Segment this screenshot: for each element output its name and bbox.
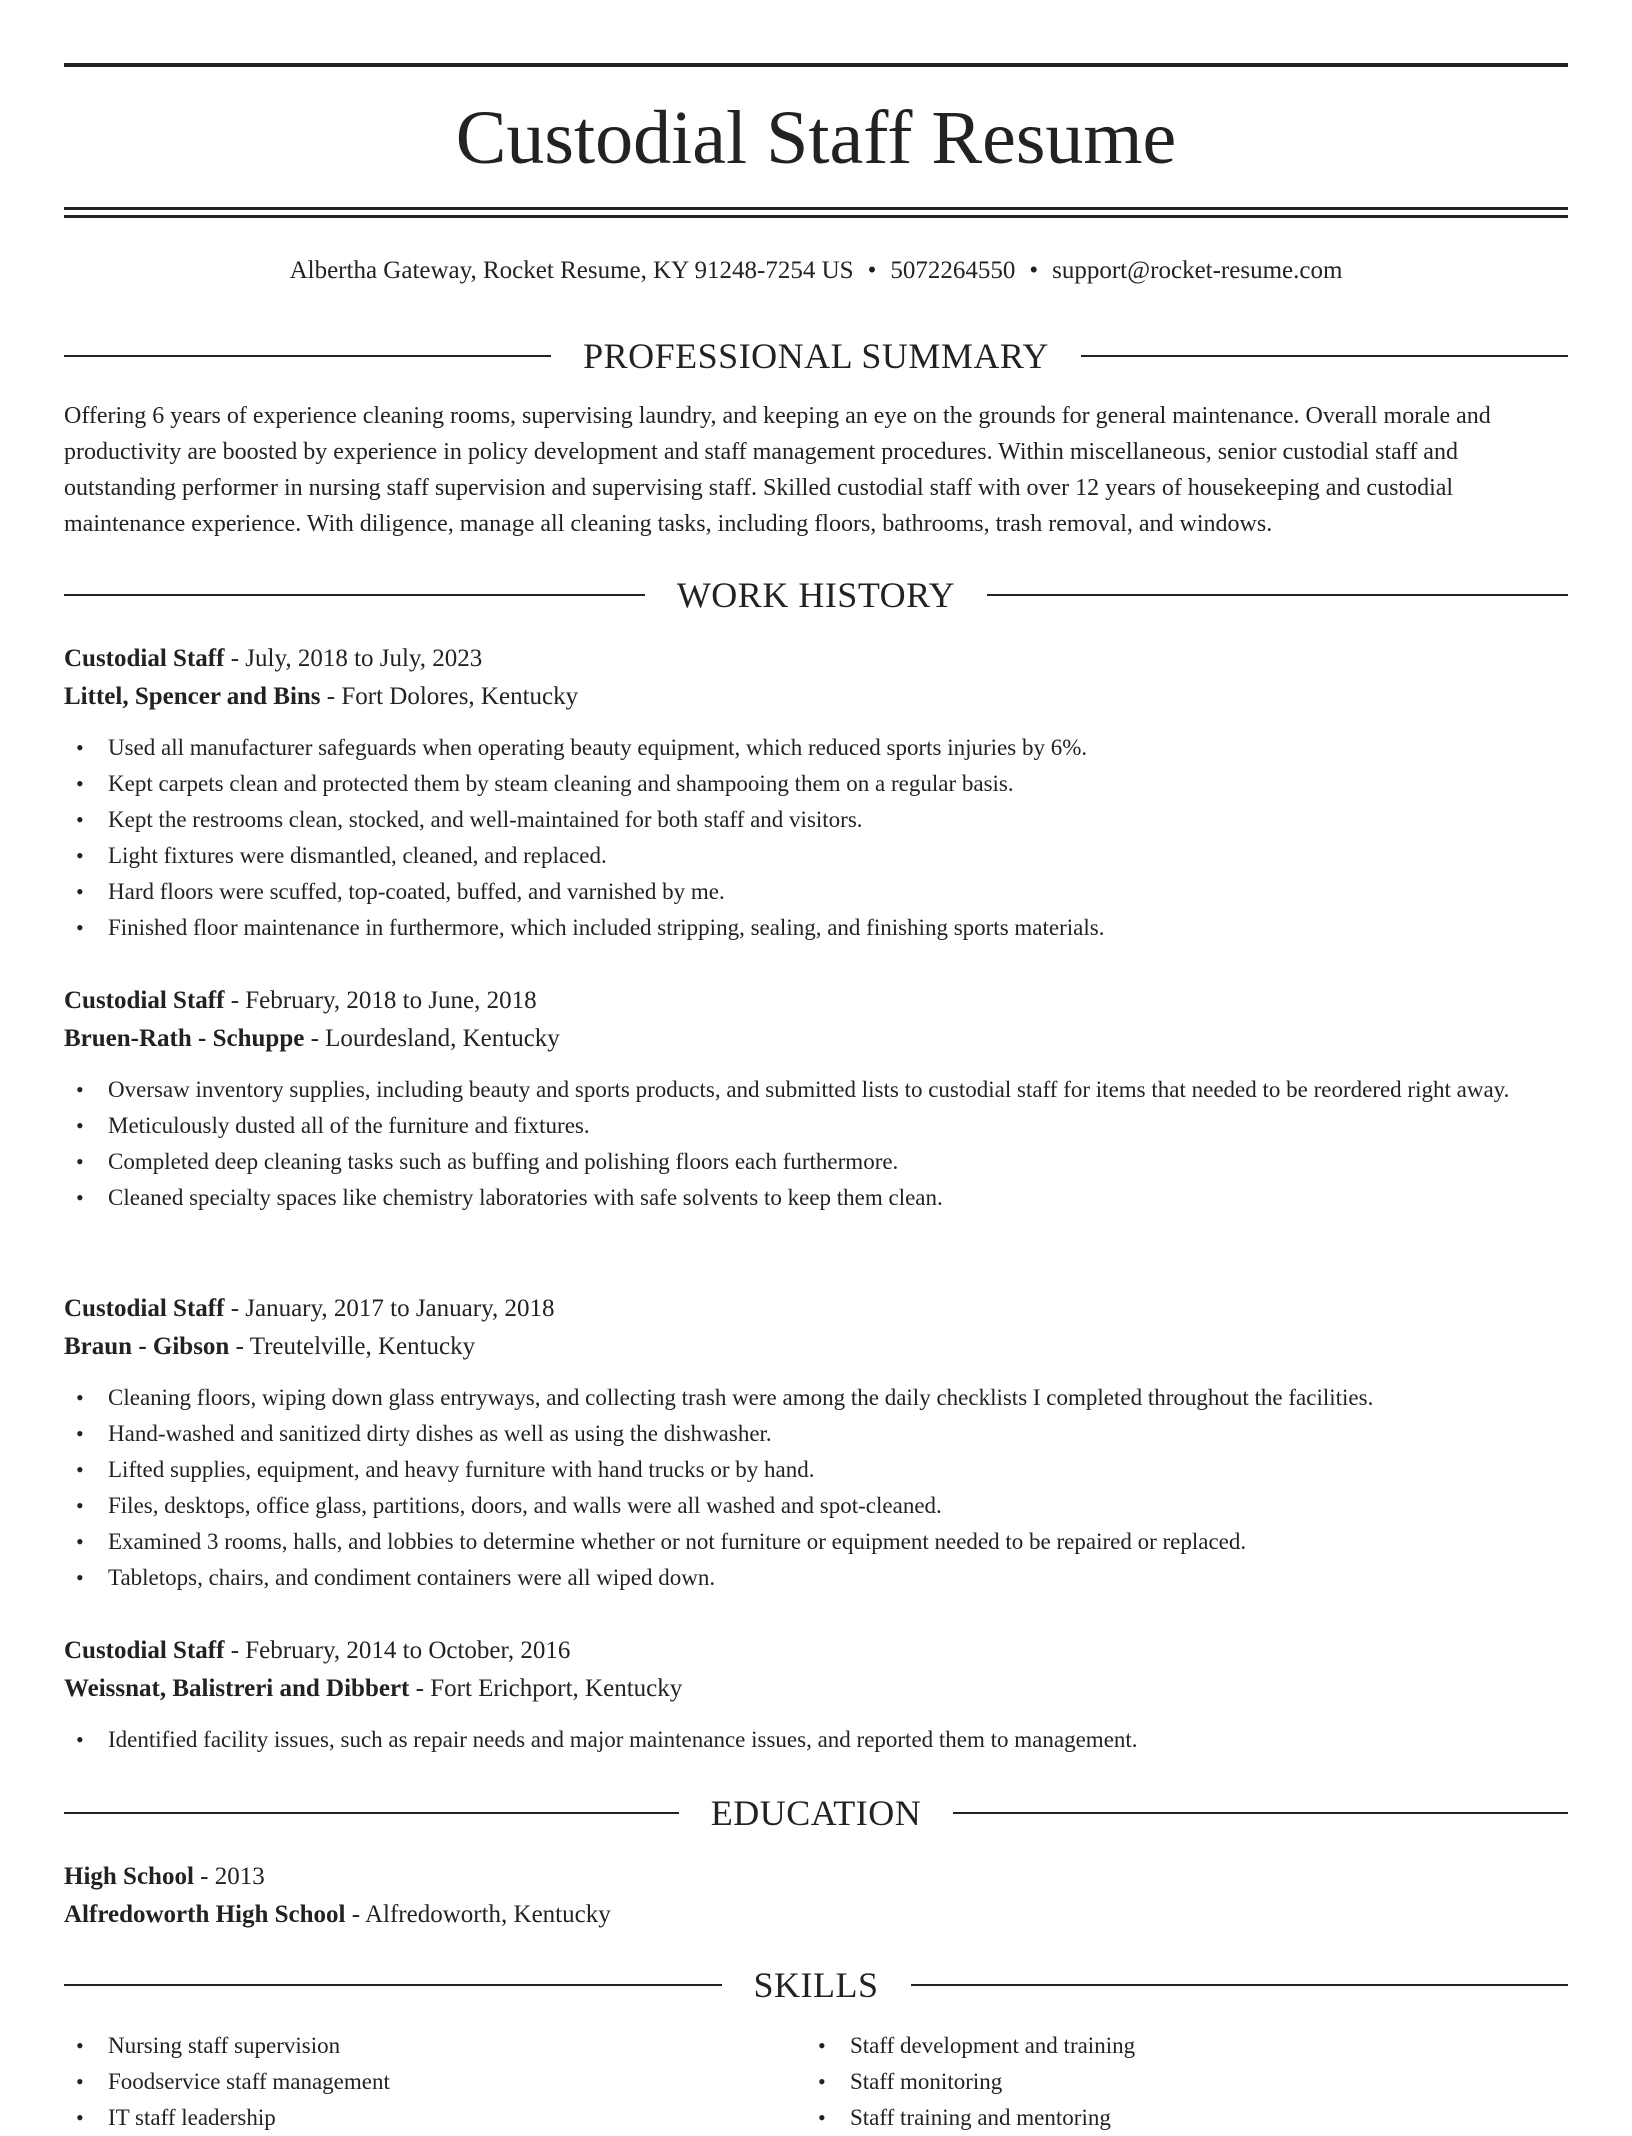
heading-rule bbox=[911, 1984, 1569, 1986]
job-entry bbox=[64, 640, 1568, 946]
education-entry bbox=[64, 1858, 1568, 1934]
list-item: • Kept the restrooms clean, stocked, and well-maintained for both staff and visitors. bbox=[64, 802, 1568, 838]
job-title: Custodial Staff bbox=[64, 1637, 225, 1664]
skill-item: • IT staff leadership bbox=[64, 2100, 764, 2136]
list-item: • Hard floors were scuffed, top-coated, buffed, and varnished by me. bbox=[64, 874, 1568, 910]
skill-item: • Foodservice staff management bbox=[64, 2064, 764, 2100]
list-item: • Finished floor maintenance in furthermore, which included stripping, sealing, and finishing sports materials. bbox=[64, 910, 1568, 946]
job-dates: - February, 2014 to October, 2016 bbox=[224, 1637, 571, 1664]
job-company-line bbox=[64, 1328, 1568, 1366]
skills-column-right bbox=[806, 2028, 1506, 2136]
job-location: - Lourdesland, Kentucky bbox=[304, 1025, 560, 1052]
job-bullets bbox=[64, 1722, 1568, 1758]
section-heading-work bbox=[64, 573, 1568, 617]
list-item: • Hand-washed and sanitized dirty dishes as well as using the dishwasher. bbox=[64, 1416, 1568, 1452]
title-rule-upper bbox=[64, 207, 1568, 210]
job-dates: - January, 2017 to January, 2018 bbox=[224, 1295, 555, 1322]
job-company: Braun - Gibson bbox=[64, 1333, 230, 1360]
section-heading-skills bbox=[64, 1963, 1568, 2007]
degree-line bbox=[64, 1858, 1568, 1896]
list-item: • Oversaw inventory supplies, including beauty and sports products, and submitted lists to custodial staff for items that needed to be reordered right away. bbox=[64, 1072, 1568, 1108]
job-company-line bbox=[64, 678, 1568, 716]
list-item: • Lifted supplies, equipment, and heavy furniture with hand trucks or by hand. bbox=[64, 1452, 1568, 1488]
job-company: Bruen-Rath - Schuppe bbox=[64, 1025, 305, 1052]
list-item: • Examined 3 rooms, halls, and lobbies to determine whether or not furniture or equipment needed to be repaired or replaced. bbox=[64, 1524, 1568, 1560]
job-dates: - February, 2018 to June, 2018 bbox=[224, 987, 537, 1014]
section-heading-education bbox=[64, 1791, 1568, 1835]
list-item: • Kept carpets clean and protected them by steam cleaning and shampooing them on a regular basis. bbox=[64, 766, 1568, 802]
degree-year: - 2013 bbox=[193, 1863, 265, 1890]
heading-rule bbox=[64, 1812, 679, 1814]
list-item: • Light fixtures were dismantled, cleaned, and replaced. bbox=[64, 838, 1568, 874]
job-title: Custodial Staff bbox=[64, 645, 225, 672]
contact-separator: • bbox=[1029, 257, 1039, 284]
job-title-line bbox=[64, 982, 1568, 1020]
job-title: Custodial Staff bbox=[64, 1295, 225, 1322]
summary-text: Offering 6 years of experience cleaning rooms, supervising laundry, and keeping an eye on the grounds for general maintenance. Overall morale and productivity are boosted by experience in policy development and staff management procedures. Within miscellaneous, senior custodial staff and outstanding performer in nursing staff supervision and supervising staff. Skilled custodial staff with over 12 years of housekeeping and custodial maintenance experience. With diligence, manage all cleaning tasks, including floors, bathrooms, trash removal, and windows. bbox=[64, 403, 1491, 537]
heading-rule bbox=[64, 594, 645, 596]
heading-rule bbox=[64, 1984, 722, 1986]
school: Alfredoworth High School bbox=[64, 1901, 346, 1928]
heading-rule bbox=[1081, 355, 1568, 357]
section-title: EDUCATION bbox=[710, 1793, 922, 1833]
job-company: Weissnat, Balistreri and Dibbert bbox=[64, 1675, 410, 1702]
job-location: - Treutelville, Kentucky bbox=[229, 1333, 476, 1360]
contact-line bbox=[0, 254, 1632, 288]
list-item: • Files, desktops, office glass, partitions, doors, and walls were all washed and spot-cleaned. bbox=[64, 1488, 1568, 1524]
contact-separator: • bbox=[867, 257, 877, 284]
job-title: Custodial Staff bbox=[64, 987, 225, 1014]
job-entry bbox=[64, 1290, 1568, 1596]
list-item: • Meticulously dusted all of the furniture and fixtures. bbox=[64, 1108, 1568, 1144]
job-entry bbox=[64, 982, 1568, 1216]
list-item: • Identified facility issues, such as repair needs and major maintenance issues, and reported them to management. bbox=[64, 1722, 1568, 1758]
list-item: • Cleaned specialty spaces like chemistry laboratories with safe solvents to keep them clean. bbox=[64, 1180, 1568, 1216]
skill-item: • Staff development and training bbox=[806, 2028, 1506, 2064]
school-line bbox=[64, 1896, 1568, 1934]
contact-phone: 5072264550 bbox=[890, 257, 1016, 284]
degree: High School bbox=[64, 1863, 194, 1890]
contact-email: support@rocket-resume.com bbox=[1052, 257, 1343, 284]
job-bullets bbox=[64, 1380, 1568, 1596]
job-company-line bbox=[64, 1670, 1568, 1708]
top-rule bbox=[64, 63, 1568, 67]
school-location: - Alfredoworth, Kentucky bbox=[345, 1901, 611, 1928]
job-entry bbox=[64, 1632, 1568, 1758]
job-title-line bbox=[64, 1290, 1568, 1328]
skill-item: • Staff monitoring bbox=[806, 2064, 1506, 2100]
contact-address: Albertha Gateway, Rocket Resume, KY 91248-7254 US bbox=[289, 257, 854, 284]
job-company: Littel, Spencer and Bins bbox=[64, 683, 321, 710]
skill-item: • Nursing staff supervision bbox=[64, 2028, 764, 2064]
job-location: - Fort Erichport, Kentucky bbox=[409, 1675, 683, 1702]
section-title: PROFESSIONAL SUMMARY bbox=[583, 336, 1049, 376]
section-heading-summary bbox=[64, 334, 1568, 378]
job-title-line bbox=[64, 1632, 1568, 1670]
heading-rule bbox=[987, 594, 1568, 596]
heading-rule bbox=[953, 1812, 1568, 1814]
heading-rule bbox=[64, 355, 551, 357]
skills-column-left bbox=[64, 2028, 764, 2136]
section-title: WORK HISTORY bbox=[676, 575, 956, 615]
page-title: Custodial Staff Resume bbox=[455, 96, 1177, 180]
job-location: - Fort Dolores, Kentucky bbox=[320, 683, 579, 710]
list-item: • Completed deep cleaning tasks such as buffing and polishing floors each furthermore. bbox=[64, 1144, 1568, 1180]
job-company-line bbox=[64, 1020, 1568, 1058]
job-bullets bbox=[64, 1072, 1568, 1216]
title-rule-lower bbox=[64, 215, 1568, 218]
job-dates: - July, 2018 to July, 2023 bbox=[224, 645, 483, 672]
job-bullets bbox=[64, 730, 1568, 946]
job-title-line bbox=[64, 640, 1568, 678]
list-item: • Used all manufacturer safeguards when operating beauty equipment, which reduced sports injuries by 6%. bbox=[64, 730, 1568, 766]
list-item: • Cleaning floors, wiping down glass entryways, and collecting trash were among the daily checklists I completed throughout the facilities. bbox=[64, 1380, 1568, 1416]
section-title: SKILLS bbox=[753, 1965, 879, 2005]
skill-item: • Staff training and mentoring bbox=[806, 2100, 1506, 2136]
list-item: • Tabletops, chairs, and condiment containers were all wiped down. bbox=[64, 1560, 1568, 1596]
